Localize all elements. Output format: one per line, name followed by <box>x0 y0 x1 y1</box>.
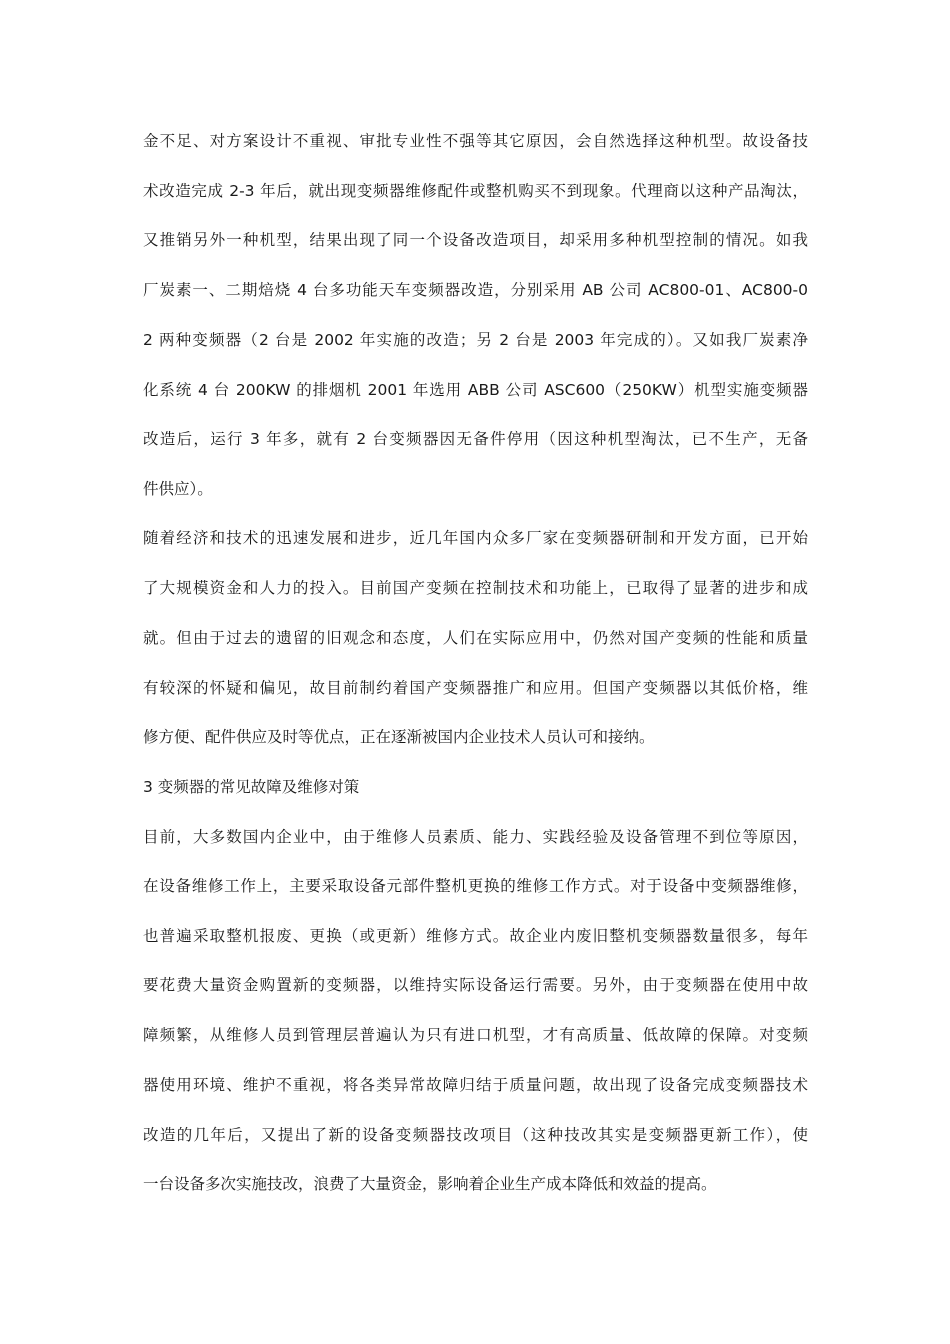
text-line: 目前，大多数国内企业中，由于维修人员素质、能力、实践经验及设备管理不到位等原因， <box>143 828 808 846</box>
text-line: 修方便、配件供应及时等优点，正在逐渐被国内企业技术人员认可和接纳。 <box>143 728 655 746</box>
text-line: 一台设备多次实施技改，浪费了大量资金，影响着企业生产成本降低和效益的提高。 <box>143 1175 717 1193</box>
text-line: 了大规模资金和人力的投入。目前国产变频在控制技术和功能上，已取得了显著的进步和成 <box>143 579 808 597</box>
text-line: 有较深的怀疑和偏见，故目前制约着国产变频器推广和应用。但国产变频器以其低价格，维 <box>143 679 808 697</box>
section-heading-text: 3 变频器的常见故障及维修对策 <box>143 778 360 796</box>
text-line: 厂炭素一、二期焙烧 4 台多功能天车变频器改造，分别采用 AB 公司 AC800-01、AC800-0 <box>143 281 808 299</box>
text-line: 又推销另外一种机型，结果出现了同一个设备改造项目，却采用多种机型控制的情况。如我 <box>143 231 808 249</box>
text-line: 器使用环境、维护不重视，将各类异常故障归结于质量问题，故出现了设备完成变频器技术 <box>143 1076 808 1094</box>
text-line: 改造的几年后，又提出了新的设备变频器技改项目（这种技改其实是变频器更新工作），使 <box>143 1126 808 1144</box>
text-line: 障频繁，从维修人员到管理层普遍认为只有进口机型，才有高质量、低故障的保障。对变频 <box>143 1026 808 1044</box>
text-line: 要花费大量资金购置新的变频器，以维持实际设备运行需要。另外，由于变频器在使用中故 <box>143 976 808 994</box>
text-line: 就。但由于过去的遗留的旧观念和态度，人们在实际应用中，仍然对国产变频的性能和质量 <box>143 629 808 647</box>
text-line: 化系统 4 台 200KW 的排烟机 2001 年选用 ABB 公司 ASC600（250KW）机型实施变频器 <box>143 381 808 399</box>
text-line: 件供应）。 <box>143 480 213 498</box>
text-line: 也普遍采取整机报废、更换（或更新）维修方式。故企业内废旧整机变频器数量很多，每年 <box>143 927 808 945</box>
text-line: 随着经济和技术的迅速发展和进步，近几年国内众多厂家在变频器研制和开发方面，已开始 <box>143 529 808 547</box>
text-line: 在设备维修工作上，主要采取设备元部件整机更换的维修工作方式。对于设备中变频器维修， <box>143 877 808 895</box>
text-line: 金不足、对方案设计不重视、审批专业性不强等其它原因，会自然选择这种机型。故设备技 <box>143 132 808 150</box>
text-line: 改造后，运行 3 年多，就有 2 台变频器因无备件停用（因这种机型淘汰，已不生产，无备 <box>143 430 808 448</box>
text-line: 2 两种变频器（2 台是 2002 年实施的改造；另 2 台是 2003 年完成的）。又如我厂炭素净 <box>143 331 808 349</box>
text-line: 术改造完成 2-3 年后，就出现变频器维修配件或整机购买不到现象。代理商以这种产品淘汰， <box>143 182 808 200</box>
